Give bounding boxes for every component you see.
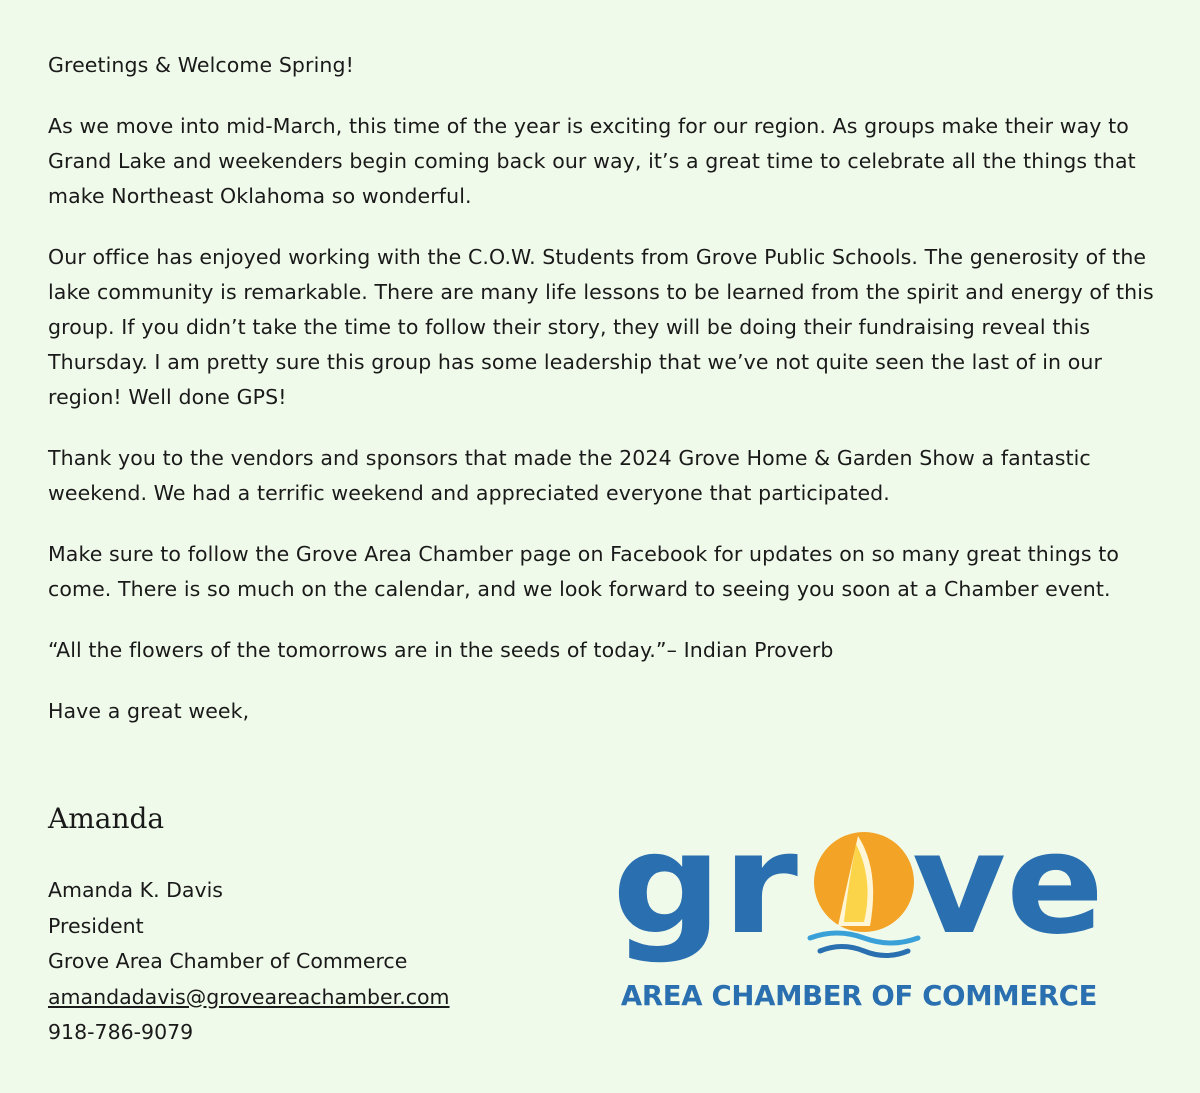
- paragraph-facebook: Make sure to follow the Grove Area Chamber page on Facebook for updates on so many great things to come. There is so much on the calendar, and we look forward to seeing you soon at a Chamber event.: [48, 542, 1120, 601]
- sun-sailboat-icon: [810, 832, 918, 956]
- closing: Have a great week,: [48, 699, 250, 723]
- contact-organization: Grove Area Chamber of Commerce: [48, 949, 408, 973]
- paragraph-thank-you: Thank you to the vendors and sponsors that made the 2024 Grove Home & Garden Show a fantastic weekend. We had a terrific weekend and appreciated everyone that participated.: [48, 446, 1091, 505]
- wordmark-gr: gr: [612, 830, 798, 966]
- grove-chamber-logo: [612, 830, 1106, 1020]
- contact-full-name: Amanda K. Davis: [48, 878, 223, 902]
- grove-wordmark-logo: [612, 830, 1106, 975]
- proverb-quote: “All the flowers of the tomorrows are in the seeds of today.”– Indian Proverb: [48, 638, 834, 662]
- wordmark-ve: ve: [912, 830, 1104, 966]
- paragraph-intro: As we move into mid-March, this time of the year is exciting for our region. As groups make their way to Grand Lake and weekenders begin coming back our way, it’s a great time to celebrate all the things that make Northeast Oklahoma so wonderful.: [48, 114, 1136, 208]
- signature-script-name: Amanda: [48, 802, 165, 835]
- contact-block: [48, 873, 450, 1051]
- letter-body: [48, 48, 1158, 755]
- contact-title: President: [48, 913, 144, 938]
- contact-email-link[interactable]: amandadavis@groveareachamber.com: [48, 984, 450, 1009]
- contact-phone: 918-786-9079: [48, 1020, 194, 1044]
- logo-subtitle: AREA CHAMBER OF COMMERCE: [620, 980, 1098, 1012]
- paragraph-cow-students: Our office has enjoyed working with the C.O.W. Students from Grove Public Schools. The generosity of the lake community is remarkable. There are many life lessons to be learned from the spirit and energy of this group. If you didn’t take the time to follow their story, they will be doing their fundraising reveal this Thursday. I am pretty sure this group has some leadership that we’ve not quite seen the last of in our region! Well done GPS!: [48, 245, 1154, 409]
- greeting: Greetings & Welcome Spring!: [48, 53, 354, 77]
